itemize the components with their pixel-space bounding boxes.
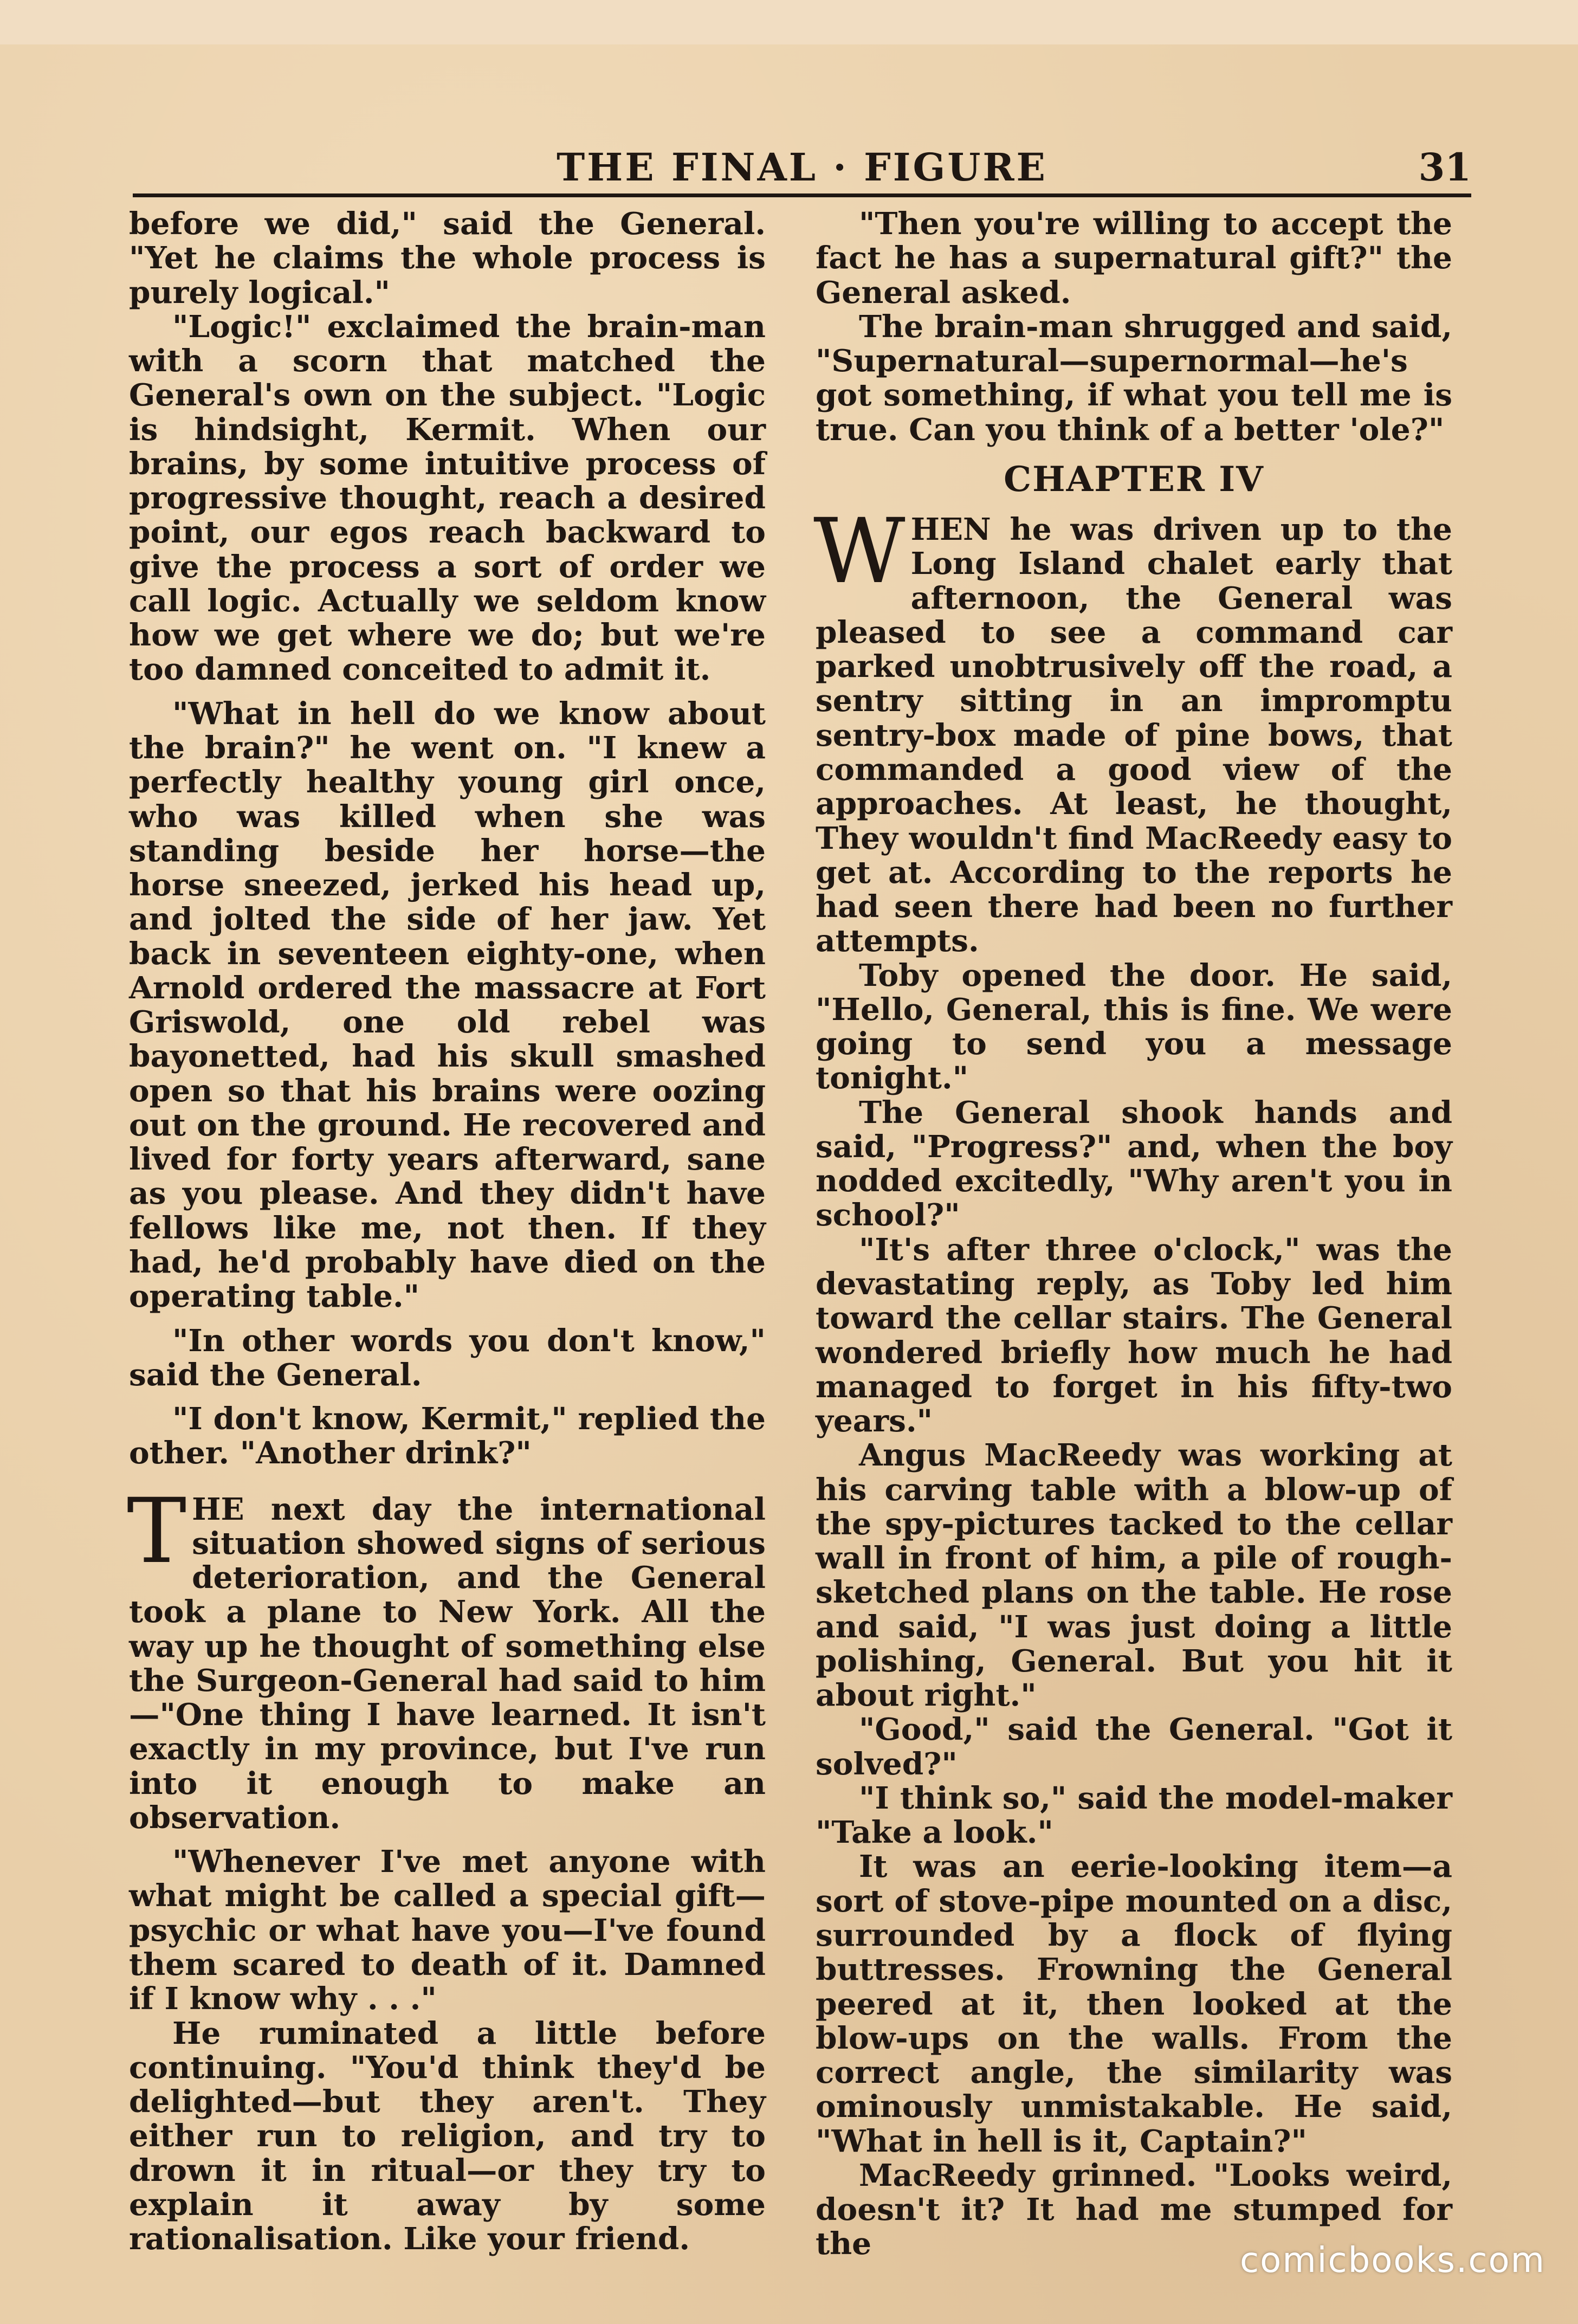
paragraph: "Whenever I've met anyone with what might be called a special gift—psychic or what have you—I've found them scared to death of it. Damned if I know why . . ." [129,1844,766,2017]
drop-cap: W [813,499,906,604]
paragraph: "Logic!" exclaimed the brain-man with a scorn that matched the General's own on the subject. "Logic is hindsight, Kermit. When our brains, by some intuitive process of progressive thought, reach a desired point, our egos reach backward to give the process a sort of order we call logic. Actually we seldom know how we get where we do; but we're too damned conceited to admit it. [129,308,766,688]
drop-cap: T [127,1479,187,1583]
chapter-heading: CHAPTER IV [1004,459,1264,500]
paragraph: "I think so," said the model-maker "Take a look." [816,1780,1452,1851]
paragraph: Toby opened the door. He said, "Hello, General, this is fine. We were going to send you a message tonight." [816,957,1452,1096]
paragraph-text: HE next day the international situation showed signs of serious deterioration, and the General took a plane to New York. All the way up he thought of something else the Surgeon-General had said to him—"One thing I have learned. It isn't exactly in my province, but I've run into it enough to make an observation. [129,1491,766,1836]
page-number: 31 [1418,145,1471,190]
chapter-opening-paragraph [813,499,1452,959]
paragraph-text: HEN he was driven up to the Long Island chalet early that afternoon, the General was pleased to see a command car parked unobtrusively off the road, a sentry sitting in an impromptu sentry-box made of pine bows, that commanded a good view of the approaches. At least, he thought, They wouldn't find MacReedy easy to get at. According to the reports he had seen there had been no further attempts. [816,512,1452,959]
paragraph: "Good," said the General. "Got it solved?" [816,1712,1452,1782]
paragraph: He ruminated a little before continuing. "You'd think they'd be delighted—but they aren't. They either run to religion, and try to drown it in ritual—or they try to explain it away by some rationalisation. Like your friend. [129,2015,766,2257]
right-column [813,206,1452,2262]
paragraph: "What in hell do we know about the brain?" he went on. "I knew a perfectly healthy young girl once, who was killed when she was standing beside her horse—the horse sneezed, jerked his head up, and jolted the side of her jaw. Yet back in seventeen eighty-one, when Arnold ordered the massacre at Fort Griswold, one old rebel was bayonetted, had his skull smashed open so that his brains were oozing out on the ground. He recovered and lived for forty years afterward, sane as you please. And they didn't have fellows like me, not then. If they had, he'd probably have died on the operating table." [129,695,766,1315]
paragraph: Angus MacReedy was working at his carving table with a blow-up of the spy-pictures tacked to the cellar wall in front of him, a pile of rough-sketched plans on the table. He rose and said, "I was just doing a little polishing, General. But you hit it about right." [816,1437,1452,1714]
paragraph: The brain-man shrugged and said, "Supernatural—supernormal—he's got something, if what you tell me is true. Can you think of a better 'ole?" [816,308,1452,448]
paragraph: It was an eerie-looking item—a sort of stove-pipe mounted on a disc, surrounded by a flock of flying buttresses. Frowning the General peered at it, then looked at the blow-ups on the walls. From the correct angle, the similarity was ominously unmistakable. He said, "What in hell is it, Captain?" [816,1849,1452,2159]
section-opening-paragraph [127,1479,766,1836]
watermark: comicbooks.com [1239,2241,1545,2281]
running-header [133,145,1471,193]
paragraph: "I don't know, Kermit," replied the other. "Another drink?" [129,1401,766,1471]
magazine-page [0,44,1578,2324]
header-rule [133,193,1471,197]
paragraph: MacReedy grinned. "Looks weird, doesn't it? It had me stumped for the [816,2157,1452,2262]
running-title: THE FINAL · FIGURE [557,145,1047,190]
paragraph: "It's after three o'clock," was the devastating reply, as Toby led him toward the cellar stairs. The General wondered briefly how much he had managed to forget in his fifty-two years." [816,1231,1452,1439]
paragraph: "Then you're willing to accept the fact he has a supernatural gift?" the General asked. [816,206,1452,311]
paragraph: before we did," said the General. "Yet he claims the whole process is purely logical." [129,206,766,311]
paragraph: "In other words you don't know," said the General. [129,1322,766,1393]
left-column [129,207,766,2256]
paragraph: The General shook hands and said, "Progress?" and, when the boy nodded excitedly, "Why aren't you in school?" [816,1094,1452,1234]
